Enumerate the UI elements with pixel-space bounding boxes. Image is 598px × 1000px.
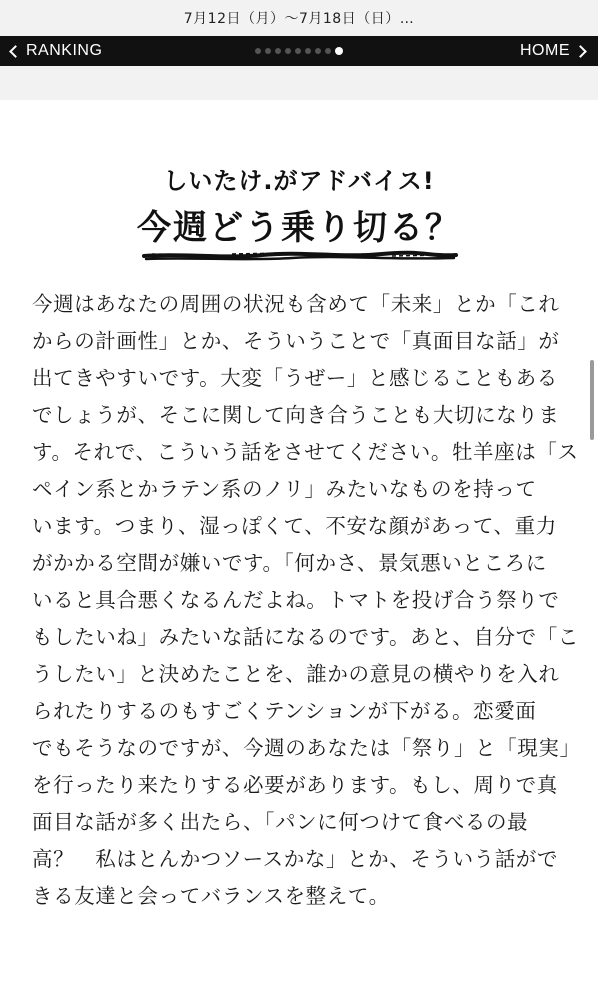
page-dot-active[interactable] xyxy=(335,47,343,55)
page-dot[interactable] xyxy=(275,48,281,54)
scrollbar[interactable] xyxy=(590,360,594,440)
page-dot[interactable] xyxy=(255,48,261,54)
article-body-line: 出てきやすいです。大変「うぜー」と感じることもある xyxy=(32,366,558,390)
page-dot[interactable] xyxy=(295,48,301,54)
article-body-line: 高？ 私はとんかつソースかな」とか、そういう話がで xyxy=(32,847,559,871)
article-body-line: 今週はあなたの周囲の状況も含めて「未来」とか「これ xyxy=(32,292,560,316)
article-title: 今週どう乗り切る？ xyxy=(137,208,461,248)
article-body-line: ペイン系とかラテン系のノリ」みたいなものを持って xyxy=(32,477,537,501)
article-body xyxy=(32,286,581,915)
chevron-right-icon xyxy=(574,45,587,58)
article-body-line: いると具合悪くなるんだよね。トマトを投げ合う祭りで xyxy=(32,588,560,612)
article-body-line: もしたいね」みたいな話になるのです。あと、自分で「こ xyxy=(32,625,579,649)
top-nav-bar xyxy=(0,36,598,66)
back-link-label: RANKING xyxy=(26,42,103,59)
article-body-line: す。それで、こういう話をさせてください。牡羊座は「ス xyxy=(32,440,579,464)
page-dot[interactable] xyxy=(315,48,321,54)
page-indicator xyxy=(255,47,343,55)
article-body-line: うしたい」と決めたことを、誰かの意見の横やりを入れ xyxy=(32,662,560,686)
article-body-line: 面目な話が多く出たら、「パンに何つけて食べるの最 xyxy=(32,810,529,834)
article-body-line: でしょうが、そこに関して向き合うことも大切になりま xyxy=(32,403,560,427)
page-dot[interactable] xyxy=(265,48,271,54)
article-content xyxy=(0,100,598,1000)
article-body-line: います。つまり、湿っぽくて、不安な顔があって、重力 xyxy=(32,514,557,538)
article-body-line: きる友達と会ってバランスを整えて。 xyxy=(32,884,390,908)
article-body-line: られたりするのもすごくテンションが下がる。恋愛面 xyxy=(32,699,537,723)
header-spacer xyxy=(0,66,598,100)
chevron-left-icon xyxy=(9,45,22,58)
article-body-line: でもそうなのですが、今週のあなたは「祭り」と「現実」 xyxy=(32,736,581,760)
date-range-text: 7月12日（月）〜7月18日（日）… xyxy=(183,11,415,27)
home-link-label: HOME xyxy=(520,42,570,59)
article-body-line: からの計画性」とか、そういうことで「真面目な話」が xyxy=(32,329,560,353)
brush-underline xyxy=(142,250,458,264)
article-body-line: がかかる空間が嫌いです。「何かさ、景気悪いところに xyxy=(32,551,547,575)
back-to-ranking-link[interactable] xyxy=(8,42,102,60)
page-dot[interactable] xyxy=(305,48,311,54)
home-link[interactable] xyxy=(520,42,588,60)
date-range-bar xyxy=(0,0,598,36)
page-dot[interactable] xyxy=(285,48,291,54)
article-body-line: を行ったり来たりする必要があります。もし、周りで真 xyxy=(32,773,558,797)
article-subtitle: しいたけ.がアドバイス! xyxy=(163,167,435,195)
page-dot[interactable] xyxy=(325,48,331,54)
